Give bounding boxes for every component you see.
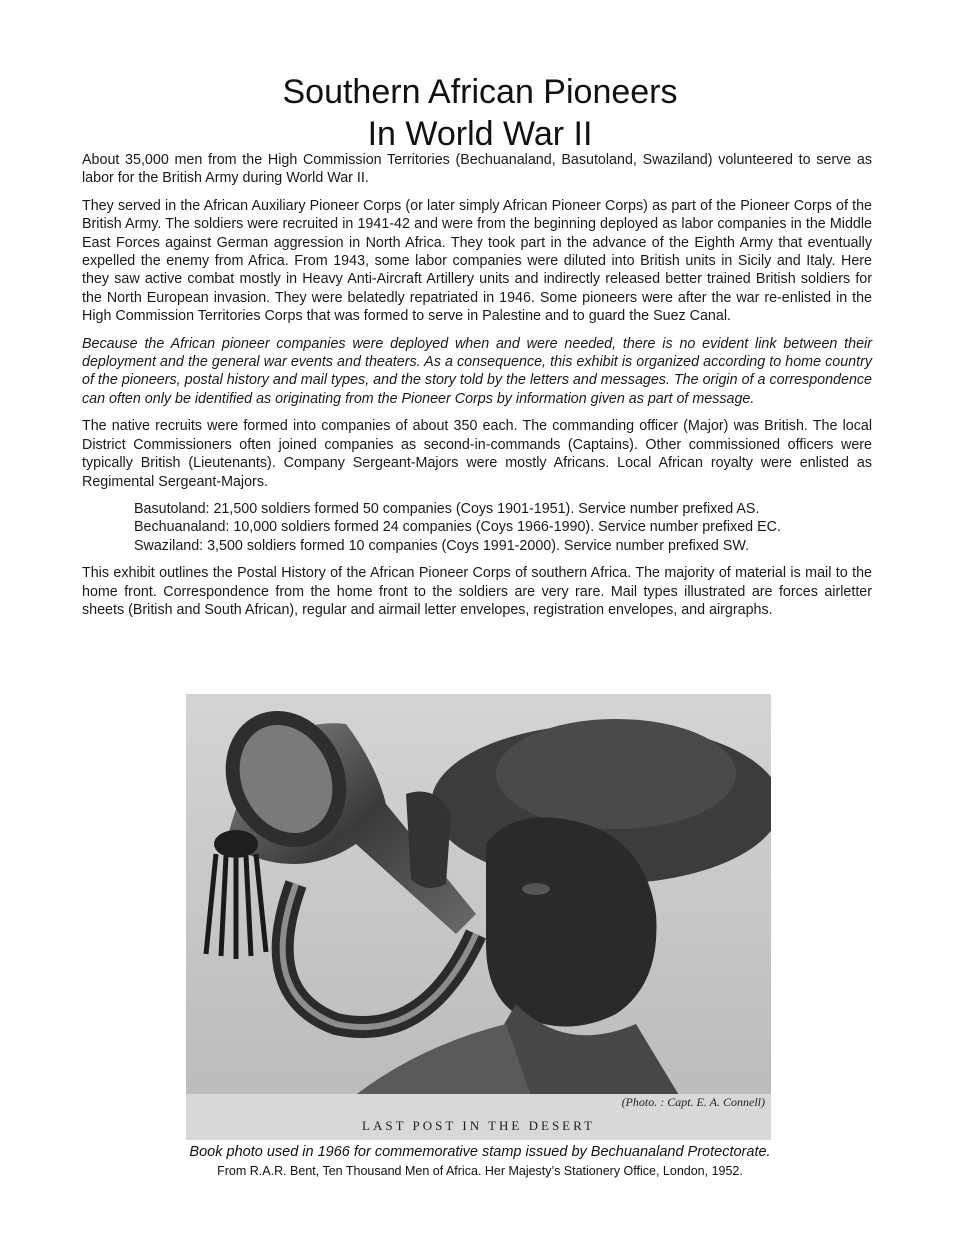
company-basutoland: Basutoland: 21,500 soldiers formed 50 companies (Coys 1901-1951). Service number prefixed AS. — [134, 500, 760, 517]
bugler-photo-image — [186, 694, 771, 1140]
paragraph-service: They served in the African Auxiliary Pioneer Corps (or later simply African Pioneer Corps) as part of the Pioneer Corps of the British Army. The soldiers were recruited in 1941-42 and were from the beginning deployed as labor companies in the Middle East Forces against German aggression in North Africa. They took part in the advance of the Eighth Army that eventually expelled the enemy from Africa. From 1943, some labor companies were diluted into British units in Sicily and Italy. Here they saw active combat mostly in Heavy Anti-Aircraft Artillery units and indirectly released better trained British soldiers for the North European invasion. They were belatedly repatriated in 1946. Some pioneers were after the war re-enlisted in the High Commission Territories Corps that was formed to serve in Palestine and to guard the Suez Canal. — [82, 197, 872, 325]
paragraph-exhibit: This exhibit outlines the Postal History of the African Pioneer Corps of southern Africa. The majority of material is mail to the home front. Correspondence from the home front to the soldiers are very rare. Mail types illustrated are forces airletter sheets (British and South African), regular and airmail letter envelopes, registration envelopes, and airgraphs. — [82, 565, 872, 618]
company-swaziland: Swaziland: 3,500 soldiers formed 10 companies (Coys 1991-2000). Service number prefixed SW. — [134, 537, 750, 554]
photo-label: LAST POST IN THE DESERT — [362, 1118, 595, 1133]
title-line-2: In World War II — [367, 114, 593, 153]
bugler-photo — [186, 694, 771, 1140]
page-title — [0, 71, 960, 155]
paragraph-organization: Because the African pioneer companies were deployed when and were needed, there is no evident link between their deployment and the general war events and theaters. As a consequence, this exhibit is organized according to home country of the pioneers, postal history and mail types, and the story told by the letters and messages. The origin of a correspondence can often only be identified as originating from the Pioneer Corps by information given as part of message. — [82, 335, 872, 407]
paragraph-companies: The native recruits were formed into companies of about 350 each. The commanding officer (Major) was British. The local District Commissioners often joined companies as second-in-commands (Captains). Other commissioned officers were typically British (Lieutenants). Company Sergeant-Majors were mostly Africans. Local African royalty were enlisted as Regimental Sergeant-Majors. — [82, 418, 872, 490]
photo-credit: (Photo. : Capt. E. A. Connell) — [621, 1095, 765, 1109]
company-bechuanaland: Bechuanaland: 10,000 soldiers formed 24 companies (Coys 1966-1990). Service number prefixed EC. — [134, 519, 781, 536]
body-text — [82, 151, 872, 628]
company-list — [82, 500, 872, 555]
photo-source: From R.A.R. Bent, Ten Thousand Men of Africa. Her Majesty’s Stationery Office, London, 1952. — [217, 1164, 743, 1178]
title-line-1: Southern African Pioneers — [282, 72, 678, 111]
paragraph-intro: About 35,000 men from the High Commission Territories (Bechuanaland, Basutoland, Swaziland) volunteered to serve as labor for the British Army during World War II. — [82, 152, 872, 187]
photo-caption: Book photo used in 1966 for commemorative stamp issued by Bechuanaland Protectorate. — [189, 1144, 771, 1160]
